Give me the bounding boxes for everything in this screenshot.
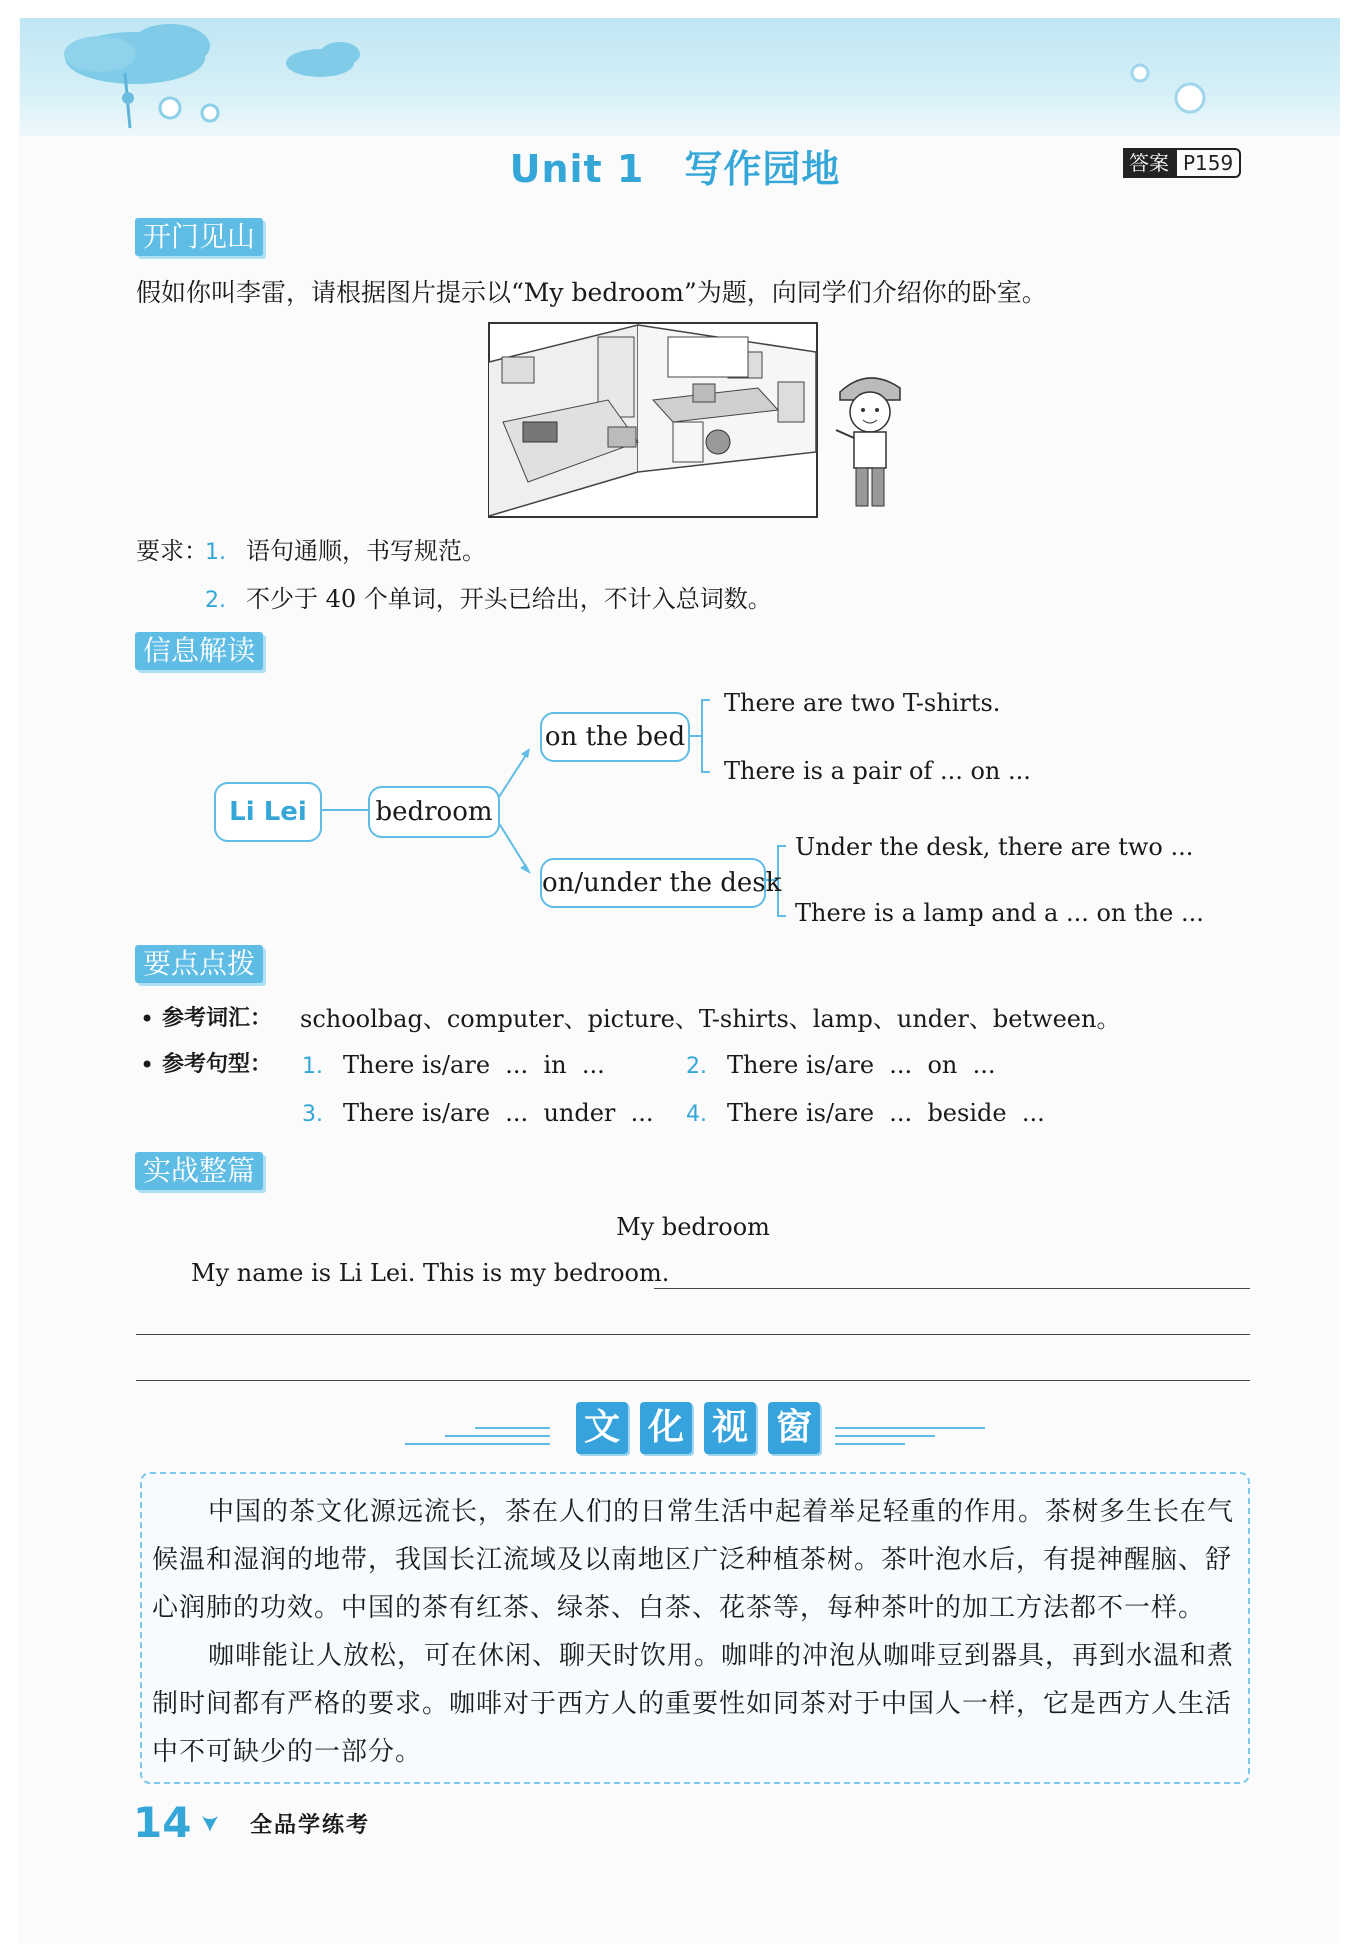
mindmap-hub-node: bedroom xyxy=(368,786,500,838)
req-1-text: 语句通顺，书写规范。 xyxy=(246,537,486,565)
writing-line-3[interactable] xyxy=(136,1380,1250,1381)
culture-paragraph-2: 咖啡能让人放松，可在休闲、聊天时饮用。咖啡的冲泡从咖啡豆到器具，再到水温和煮制时间都有严格的要求。咖啡对于西方人的重要性如同茶对于中国人一样，它是西方人生活中不可缺少的一部分。 xyxy=(152,1641,1235,1767)
pattern-2-number: 2. xyxy=(686,1054,707,1079)
req-2-text: 不少于 40 个单词，开头已给出，不计入总词数。 xyxy=(246,585,772,613)
answer-label: 答案 xyxy=(1123,148,1175,178)
mindmap-connectors xyxy=(0,0,1350,960)
pattern-1-number: 1. xyxy=(302,1054,323,1079)
vocab-label: 参考词汇： xyxy=(162,1006,273,1031)
pattern-2-text: There is/are ... on ... xyxy=(727,1051,996,1079)
bed-item-2: There is a pair of ... on ... xyxy=(724,757,1031,785)
pattern-4-number: 4. xyxy=(686,1102,707,1127)
culture-paragraph-1: 中国的茶文化源远流长，茶在人们的日常生活中起着举足轻重的作用。茶树多生长在气候温和湿润的地带，我国长江流域及以南地区广泛种植茶树。茶叶泡水后，有提神醒脑、舒心润肺的功效。中国的茶有红茶、绿茶、白茶、花茶等，每种茶叶的加工方法都不一样。 xyxy=(152,1497,1235,1623)
bed-item-1: There are two T-shirts. xyxy=(724,689,1001,717)
culture-heading-char-3: 视 xyxy=(704,1402,756,1454)
culture-heading-char-4: 窗 xyxy=(768,1402,820,1454)
req-1-number: 1. xyxy=(205,540,226,565)
answer-page: P159 xyxy=(1175,148,1241,178)
culture-heading-char-2: 化 xyxy=(640,1402,692,1454)
writing-line-2[interactable] xyxy=(136,1334,1250,1335)
desk-item-1: Under the desk, there are two ... xyxy=(795,833,1194,861)
pattern-4-text: There is/are ... beside ... xyxy=(727,1099,1045,1127)
req-2-number: 2. xyxy=(205,588,226,613)
section-tag-2: 信息解读 xyxy=(135,632,263,670)
writing-line-1[interactable] xyxy=(654,1288,1250,1289)
pattern-bullet: • xyxy=(140,1051,155,1079)
section-label: 写作园地 xyxy=(684,147,841,191)
mindmap-root-node: Li Lei xyxy=(214,782,322,842)
pattern-3-number: 3. xyxy=(302,1102,323,1127)
section-tag-3: 要点点拨 xyxy=(135,945,263,983)
pattern-3-text: There is/are ... under ... xyxy=(343,1099,654,1127)
mindmap-branch-bed: on the bed xyxy=(540,712,690,762)
section-tag-4: 实战整篇 xyxy=(135,1152,263,1190)
culture-heading-char-1: 文 xyxy=(576,1402,628,1454)
unit-label: Unit 1 xyxy=(509,147,645,191)
pattern-label: 参考句型： xyxy=(162,1052,273,1077)
desk-item-2: There is a lamp and a ... on the ... xyxy=(795,899,1204,927)
brand-name: 全品学练考 xyxy=(250,1813,371,1838)
section-tag-1: 开门见山 xyxy=(135,218,263,256)
vocab-bullet: • xyxy=(140,1005,155,1033)
task-prompt: 假如你叫李雷，请根据图片提示以“My bedroom”为题，向同学们介绍你的卧室。 xyxy=(136,278,1047,307)
mindmap-branch-desk: on/under the desk xyxy=(540,858,766,908)
essay-title: My bedroom xyxy=(616,1213,770,1241)
culture-text xyxy=(152,1488,1238,1776)
leaf-icon xyxy=(198,1812,222,1834)
requirements-label: 要求： xyxy=(136,537,208,565)
vocab-list: schoolbag、computer、picture、T-shirts、lamp、under、between。 xyxy=(300,1005,1121,1033)
culture-heading xyxy=(570,1402,826,1454)
page-number: 14 xyxy=(133,1798,192,1847)
pattern-1-text: There is/are ... in ... xyxy=(343,1051,605,1079)
essay-opening: My name is Li Lei. This is my bedroom. xyxy=(191,1259,670,1287)
